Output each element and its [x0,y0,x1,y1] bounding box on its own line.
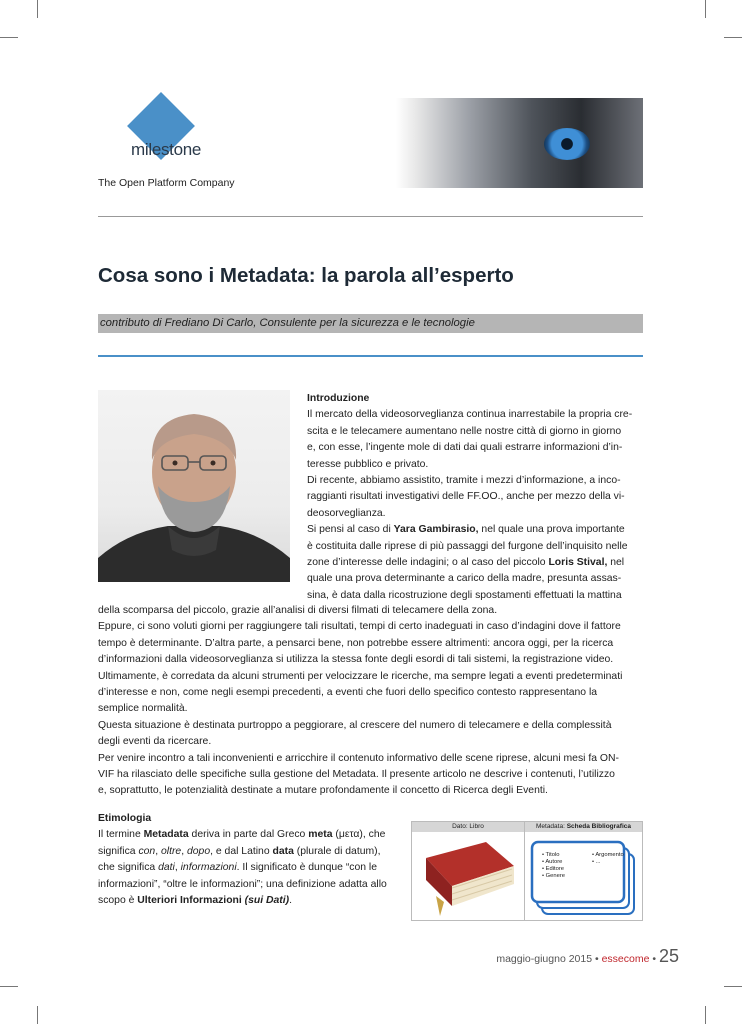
figure-right-header [525,822,642,832]
etym-line [98,893,403,909]
separator: • [649,953,659,965]
text-run: dopo [186,845,211,857]
text-run: , e dal Latino [210,845,273,857]
intro-line: è costituita dalle riprese di più passaggi del furgone dell’inquisito nelle [307,540,628,552]
metadata-figure [411,821,643,921]
crop-mark [724,986,742,987]
body-line: d’interesse e non, come negli esempi precedenti, a eventi che fuori dello specifico contesto rappresentano la [98,687,598,699]
term-data: data [272,845,294,857]
text-run: Scheda Bibliografica [566,823,631,830]
article-title: Cosa sono i Metadata: la parola all’esperto [98,264,514,287]
issue-date: maggio-giugno 2015 [496,953,593,965]
intro-line: deosorveglianza. [307,507,386,519]
text-run: nel quale una prova importante [478,524,625,536]
body-line: Questa situazione è destinata purtroppo a peggiorare, al crescere del numero di telecamere e della complessità [98,719,612,731]
card-fields-left [542,852,565,880]
intro-line: raggianti risultati investigativi delle FF.OO., anche per mezzo della vi- [307,491,625,503]
text-run: Ulteriori Informazioni [137,895,242,907]
text-run: deriva in parte dal Greco [188,829,309,841]
body-line: Ultimamente, è corredata da alcuni strumenti per velocizzare le ricerche, ma sempre legati a eventi predeterminati [98,670,623,682]
brand-name: essecome [601,953,650,965]
page-number: 25 [658,946,679,966]
card-field: • Autore [542,859,563,865]
text-run: Il termine [98,829,144,841]
crop-mark [705,1006,706,1024]
logo-wordmark: milestone [131,140,202,159]
name-yara: Yara Gambirasio, [393,524,479,536]
body-line: VIF ha rilasciato delle specifiche sulla gestione del Metadata. Il presente articolo ne descrive i contenuti, l’utilizzo [98,769,615,781]
etymology-heading: Etimologia [98,813,152,824]
wolf-eye-image [396,98,643,188]
crop-mark [705,0,706,18]
term-meta: meta [308,829,333,841]
intro-line: e, con esse, l’ingente mole di dati dai quali estrarre informazioni d’in- [307,442,623,454]
text-run: (sui Dati) [241,895,290,907]
page-footer [496,946,679,967]
intro-line: Di recente, abbiamo assistito, tramite i mezzi d’informazione, a inco- [307,475,621,487]
text-run: Si pensi al caso di [307,524,394,536]
intro-heading: Introduzione [307,393,370,404]
intro-line: sina, è data dalla ricostruzione degli spostamenti effettuati la mattina [307,589,622,601]
text-run: che significa [98,862,159,874]
text-run: dati [158,862,175,874]
card-field: • ... [592,859,601,865]
text-run: , [181,845,187,857]
etymology-section [98,811,403,909]
intro-column [307,391,643,604]
crop-mark [724,37,742,38]
text-run: oltre [160,845,182,857]
text-run: significa [98,845,139,857]
etym-line: informazioni”, “oltre le informazioni”; una definizione adatta allo [98,878,387,890]
logo-tagline: The Open Platform Company [98,177,235,189]
text-run: (μετα), che [332,829,386,841]
card-field: • Argomento [592,852,624,858]
book-icon [416,836,520,918]
card-field: • Titolo [542,852,560,858]
intro-line [307,555,643,571]
portrait-illustration [98,390,290,582]
text-run: informazioni [180,862,237,874]
card-field: • Genere [542,873,565,879]
contributor-bar: contributo di Frediano Di Carlo, Consulente per la sicurezza e le tecnologie [98,314,643,333]
body-line: Eppure, ci sono voluti giorni per raggiungere tali risultati, tempi di certo inadeguati in caso d’indagini dove il fattore [98,621,621,633]
figure-divider [524,822,525,920]
etym-line [98,827,403,843]
body-line: della scomparsa del piccolo, grazie all’analisi di diversi filmati di telecamere della zona. [98,605,498,616]
body-line: d’informazioni dalla videosorveglianza si utilizza la stessa fonte degli esordi di tali sistemi, la registrazione video. [98,654,614,666]
text-run: zone d’interesse delle indagini; o al caso del piccolo [307,557,549,569]
author-portrait [98,390,290,582]
intro-line: teresse pubblico e privato. [307,458,429,470]
etym-line [98,860,403,876]
intro-line: quale una prova determinante a carico della madre, presunta assas- [307,573,622,585]
body-line: Per venire incontro a tali inconvenienti e arricchire il contenuto informativo delle scene riprese, alcuni mesi fa ON- [98,752,619,764]
text-run: , [155,845,161,857]
text-run: Metadata: [535,823,567,830]
intro-line [307,522,643,538]
body-line: tempo è determinante. D’altra parte, a pensarci bene, non potrebbe essere altrimenti: ancora oggi, per la ricerca [98,637,614,649]
eye-icon [544,128,590,160]
etym-line [98,844,403,860]
body-line: e, soprattutto, le potenzialità destinate a mutare profondamente il concetto di Ricerca degli Eventi. [98,785,548,797]
text-run: nel [607,557,625,569]
separator: • [592,953,602,965]
crop-mark [0,37,18,38]
text-run: scopo è [98,895,138,907]
crop-mark [37,0,38,18]
term-metadata: Metadata [143,829,189,841]
text-run: , [174,862,181,874]
text-run: (plurale di datum), [293,845,381,857]
text-run: . Il significato è dunque “con le [236,862,378,874]
header-divider [98,216,643,217]
intro-line: Il mercato della videosorveglianza continua inarrestabile la propria cre- [307,409,633,421]
figure-left-header: Dato: Libro [412,822,524,832]
card-field: • Editore [542,866,565,872]
intro-line: scita e le telecamere aumentano nelle nostre città di giorno in giorno [307,425,622,437]
card-fields-right [592,852,624,866]
title-divider [98,355,643,357]
name-loris: Loris Stival, [548,557,608,569]
text-run: . [289,895,293,907]
crop-mark [0,986,18,987]
body-line: semplice normalità. [98,703,188,715]
intro-fullwidth [98,603,643,800]
crop-mark [37,1006,38,1024]
body-line: degli eventi da ricercare. [98,736,212,748]
text-run: con [138,845,156,857]
